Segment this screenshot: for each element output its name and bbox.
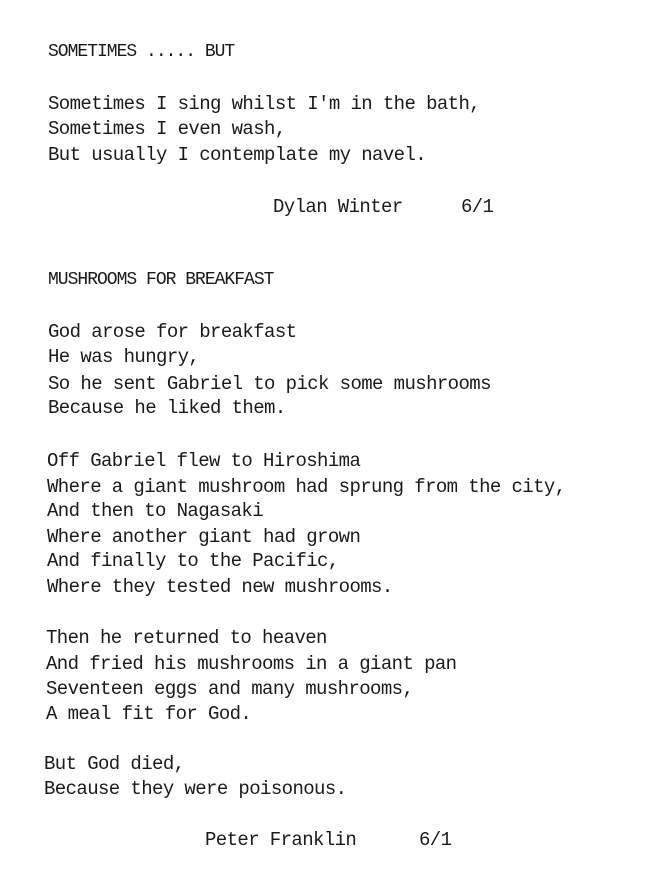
poem-date: 6/1 bbox=[461, 196, 494, 218]
poem-line: Where a giant mushroom had sprung from the city, bbox=[47, 476, 566, 498]
poem-author: Peter Franklin bbox=[205, 829, 357, 851]
poem-line: God arose for breakfast bbox=[48, 321, 297, 343]
poem-line: And then to Nagasaki bbox=[47, 500, 264, 522]
poem-line: Sometimes I sing whilst I'm in the bath, bbox=[48, 93, 481, 115]
poem-line: And fried his mushrooms in a giant pan bbox=[46, 653, 457, 675]
poem-line: So he sent Gabriel to pick some mushrooms bbox=[48, 373, 491, 395]
poem-line: But God died, bbox=[44, 753, 185, 775]
poem-line: Where they tested new mushrooms. bbox=[47, 576, 393, 598]
poem-title: MUSHROOMS FOR BREAKFAST bbox=[48, 270, 274, 290]
poem-date: 6/1 bbox=[419, 829, 452, 851]
poem-line: Where another giant had grown bbox=[47, 526, 361, 548]
poem-line: And finally to the Pacific, bbox=[47, 550, 339, 572]
poem-line: Because they were poisonous. bbox=[44, 778, 347, 800]
poem-line: A meal fit for God. bbox=[46, 703, 252, 725]
poem-line: Sometimes I even wash, bbox=[48, 118, 286, 140]
poem-line: Then he returned to heaven bbox=[46, 627, 327, 649]
poem-author: Dylan Winter bbox=[273, 196, 403, 218]
poem-line: Off Gabriel flew to Hiroshima bbox=[47, 450, 361, 472]
poem-line: Seventeen eggs and many mushrooms, bbox=[46, 678, 414, 700]
poem-title: SOMETIMES ..... BUT bbox=[48, 42, 235, 62]
poem-line: He was hungry, bbox=[48, 346, 200, 368]
poem-line: Because he liked them. bbox=[48, 397, 286, 419]
poem-line: But usually I contemplate my navel. bbox=[48, 144, 427, 166]
